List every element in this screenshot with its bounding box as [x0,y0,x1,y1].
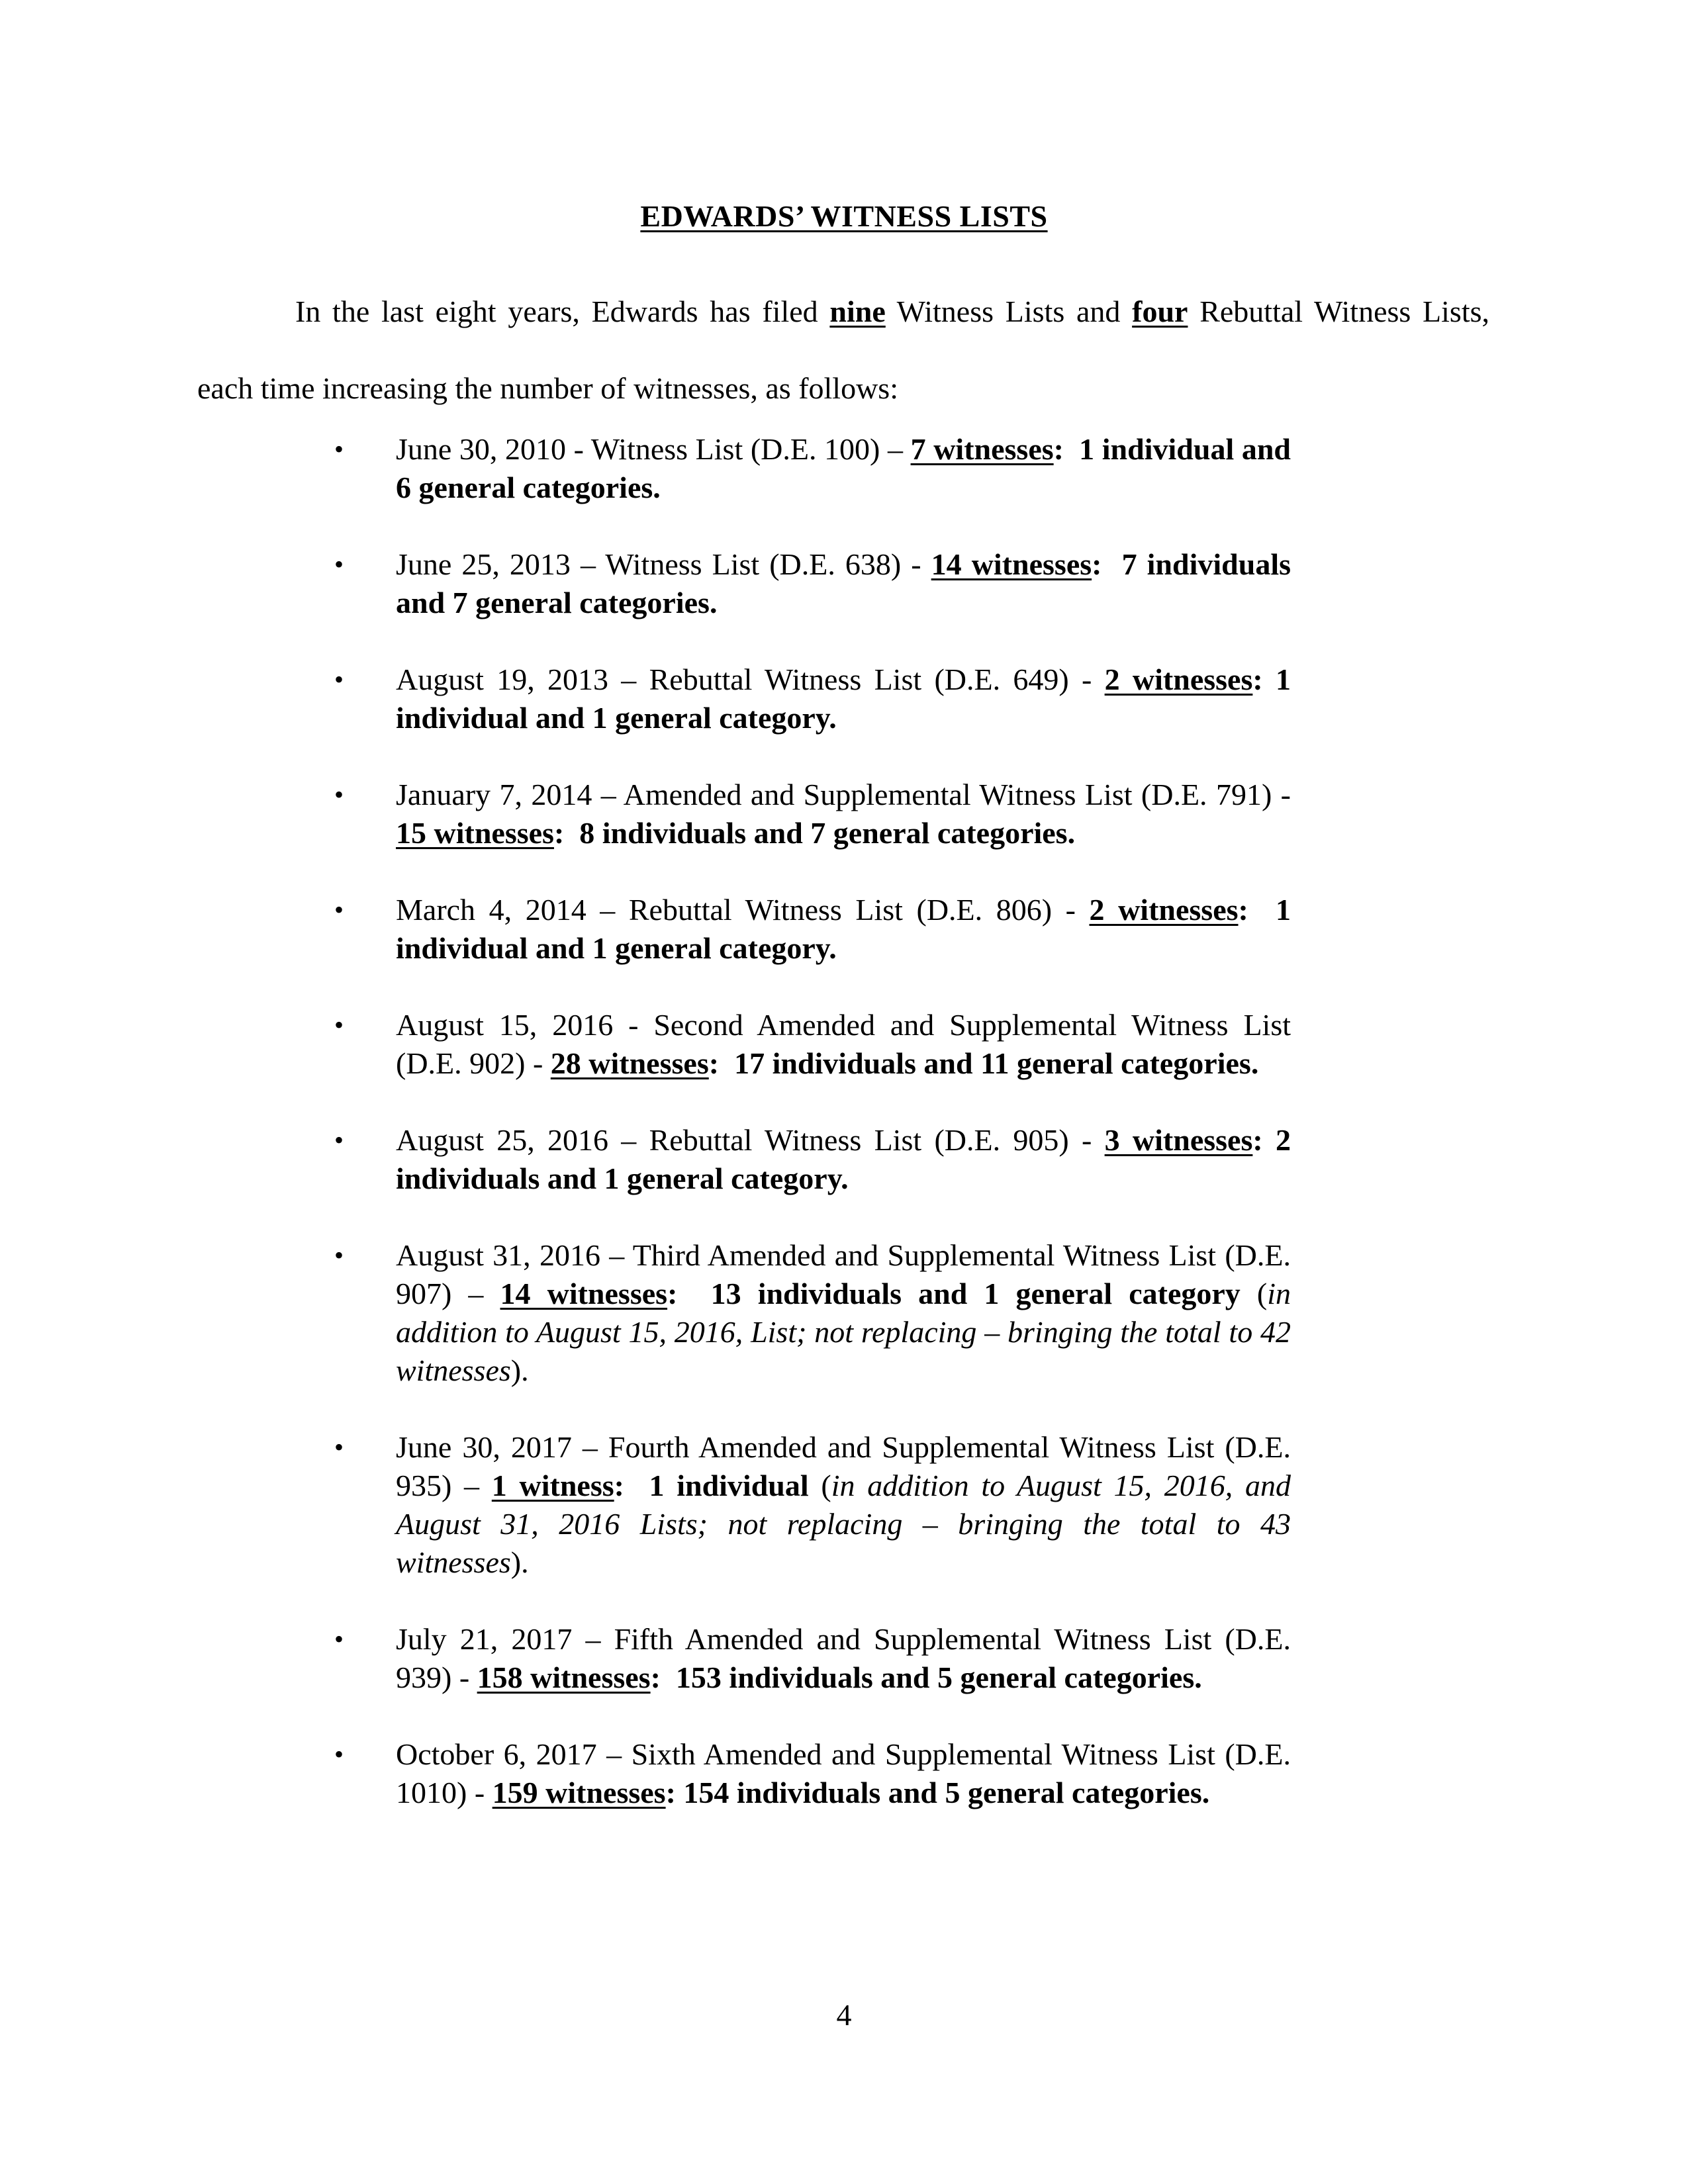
bullet-icon: • [334,1739,344,1769]
bullet-icon: • [334,1432,344,1462]
bullet-icon: • [334,1240,344,1270]
bullet-icon: • [334,1125,344,1155]
list-item [0,660,1291,737]
bullet-icon: • [334,549,344,579]
entry-detail: 153 individuals and 5 general categories. [675,1661,1202,1694]
entry-colon: : [614,1469,624,1502]
entry-detail: 154 individuals and 5 general categories. [683,1776,1210,1809]
entry-detail: 1 individual [649,1469,809,1502]
bullet-icon: • [334,434,344,464]
bullet-icon: • [334,1010,344,1040]
entry-lead: August 31, 2016 – Third Amended and Supplemental Witness List (D.E. 907) – [396,1238,1291,1310]
entry-lead: March 4, 2014 – Rebuttal Witness List (D.E. 806) - [396,893,1090,927]
entry-count: 1 witness [491,1469,614,1502]
entry-detail: 17 individuals and 11 general categories. [734,1046,1259,1080]
entry-colon: : [1092,547,1102,581]
entry-lead: June 30, 2010 - Witness List (D.E. 100) – [396,432,911,466]
entry-detail: 1 individual and 1 general category. [396,662,1291,735]
entry-count: 2 witnesses [1089,893,1239,927]
entry-colon: : [553,816,565,850]
bullet-icon: • [334,664,344,694]
entry-colon: : [667,1277,678,1310]
entry-colon: : [1252,662,1263,696]
entry-lead: August 15, 2016 - Second Amended and Supplemental Witness List (D.E. 902) - [396,1008,1291,1080]
entry-count: 7 witnesses [910,432,1054,466]
entry-detail: 1 individual and 1 general category. [396,893,1291,965]
entry-lead: October 6, 2017 – Sixth Amended and Supplemental Witness List (D.E. 1010) - [396,1737,1291,1809]
list-item: • June 30, 2017 – Fourth Amended and Supplemental Witness List (D.E. 935) – 1 witness: 1 individual (in addition to August 15, 2016, and August 31, 2016 Lists; not replacing – bringing the total to 43 witnesses). [0,1428,1291,1582]
entry-detail: 7 individuals and 7 general categories. [396,547,1291,619]
list-item [0,776,1291,852]
bullet-icon: • [334,895,344,925]
entry-count: 158 witnesses [477,1661,651,1694]
entry-count: 159 witnesses [492,1776,666,1809]
list-item [0,545,1291,622]
entry-colon: : [650,1661,661,1694]
intro-text-part1: In the last eight years, Edwards has filed [295,295,830,328]
intro-emphasis-four: four [1132,295,1188,328]
list-item [0,1121,1291,1198]
list-item [0,891,1291,968]
intro-text-part3: Rebuttal Witness Lists, each time increasing the number of witnesses, as follows: [197,295,1490,405]
entry-count: 14 witnesses [931,547,1092,581]
entry-detail: 2 individuals and 1 general category. [396,1123,1291,1195]
entry-note: in addition to August 15, 2016, and August 31, 2016 Lists; not replacing – bringing the total to 43 witnesses [396,1469,1291,1579]
witness-list-entries [0,430,1688,1850]
entry-colon: : [1238,893,1248,927]
entry-colon: : [665,1776,676,1809]
entry-lead: June 25, 2013 – Witness List (D.E. 638) - [396,547,931,581]
page-number: 4 [836,1998,852,2032]
entry-count: 14 witnesses [500,1277,668,1310]
list-item [0,1620,1291,1697]
entry-count: 15 witnesses [396,816,554,850]
entry-detail: 8 individuals and 7 general categories. [579,816,1076,850]
entry-lead: January 7, 2014 – Amended and Supplemental Witness List (D.E. 791) - [396,778,1291,811]
entry-colon: : [1053,432,1064,466]
entry-note: in addition to August 15, 2016, List; not replacing – bringing the total to 42 witnesses [396,1277,1291,1387]
bullet-icon: • [334,1624,344,1654]
entry-colon: : [1252,1123,1263,1157]
list-item [0,1006,1291,1083]
intro-paragraph [197,273,1489,427]
entry-lead: July 21, 2017 – Fifth Amended and Supplemental Witness List (D.E. 939) - [396,1622,1291,1694]
intro-text-part2: Witness Lists and [885,295,1133,328]
intro-emphasis-nine: nine [829,295,886,328]
list-item [0,1735,1291,1812]
list-item [0,430,1291,507]
bullet-icon: • [334,780,344,809]
entry-count: 2 witnesses [1104,662,1253,696]
entry-detail: 1 individual and 6 general categories. [396,432,1291,504]
entry-colon: : [708,1046,720,1080]
entry-detail: 13 individuals and 1 general category [710,1277,1241,1310]
entry-lead: June 30, 2017 – Fourth Amended and Supplemental Witness List (D.E. 935) – [396,1430,1291,1502]
entry-count: 3 witnesses [1104,1123,1253,1157]
entry-lead: August 25, 2016 – Rebuttal Witness List (D.E. 905) - [396,1123,1105,1157]
entry-lead: August 19, 2013 – Rebuttal Witness List (D.E. 649) - [396,662,1105,696]
list-item: • August 31, 2016 – Third Amended and Supplemental Witness List (D.E. 907) – 14 witnesses: 13 individuals and 1 general category (in addition to August 15, 2016, List; not replacing – bringing the total to 42 witnesses). [0,1236,1291,1390]
document-heading: EDWARDS’ WITNESS LISTS [640,199,1048,233]
entry-count: 28 witnesses [550,1046,709,1080]
